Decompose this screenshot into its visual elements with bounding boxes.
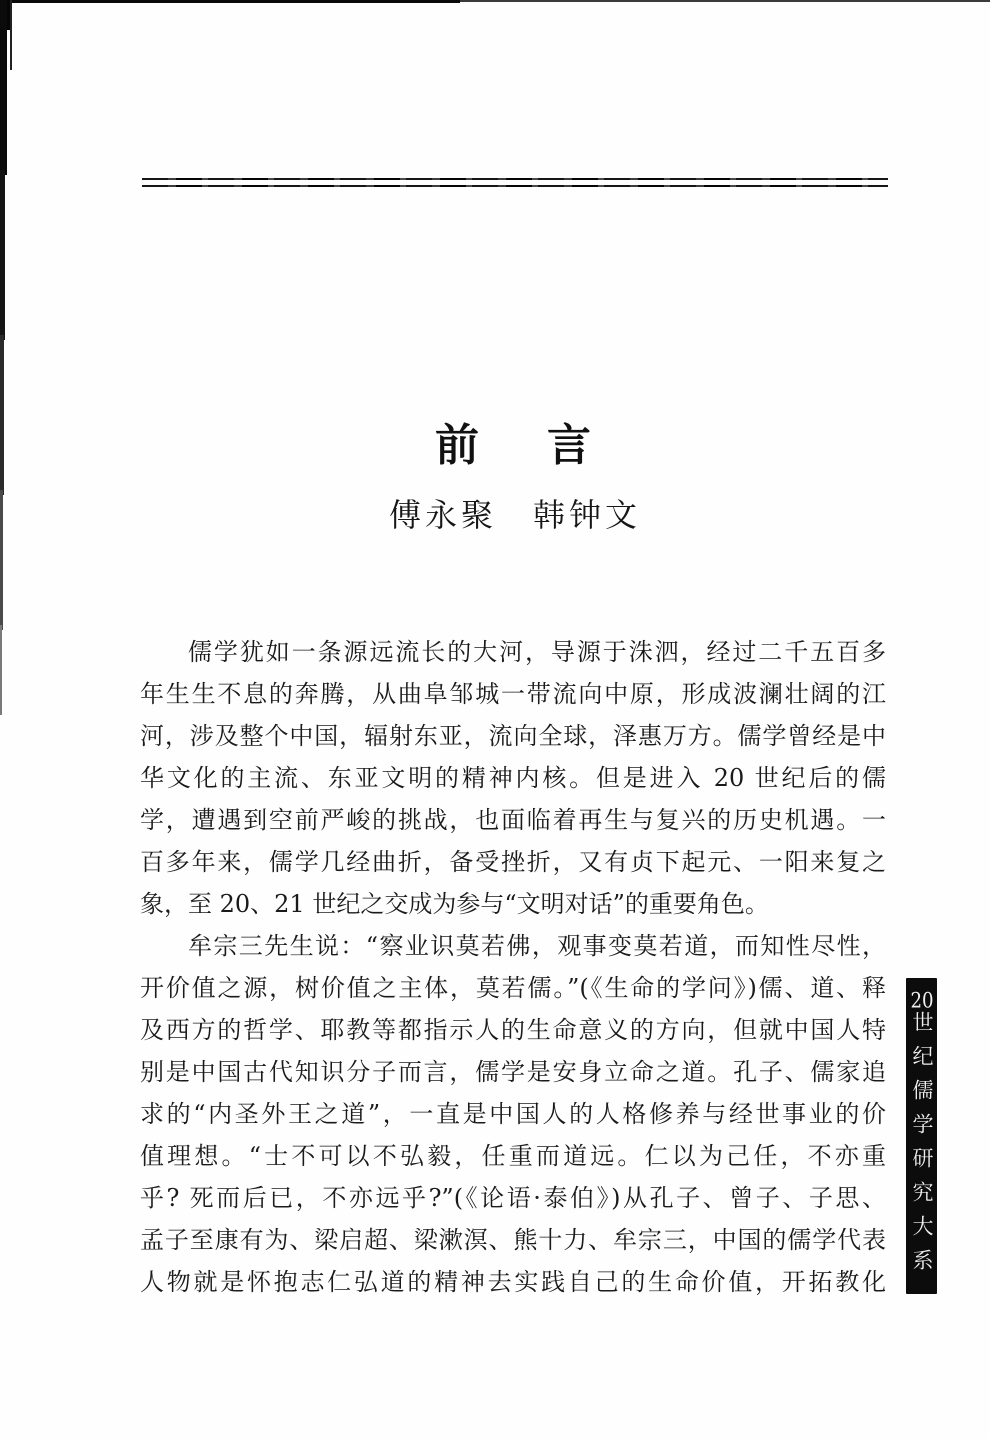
body-line: 河，涉及整个中国，辐射东亚，流向全球，泽惠万方。儒学曾经是中 <box>140 722 886 750</box>
body-text-block <box>140 631 886 1303</box>
scan-artifact-left-edge <box>0 490 3 630</box>
body-line: 百多年来，儒学几经曲折，备受挫折，又有贞下起元、一阳来复之 <box>140 848 886 876</box>
body-line: 儒学犹如一条源远流长的大河，导源于洙泗，经过二千五百多 <box>188 638 886 666</box>
body-line: 华文化的主流、东亚文明的精神内核。但是进入 20 世纪后的儒 <box>140 764 886 792</box>
page-title: 前 言 <box>435 420 603 471</box>
body-line: 学，遭遇到空前严峻的挑战，也面临着再生与复兴的历史机遇。一 <box>140 806 886 834</box>
body-line: 牟宗三先生说：“察业识莫若佛，观事变莫若道，而知性尽性， <box>188 932 886 960</box>
series-title-band <box>906 978 937 1294</box>
body-line: 别是中国古代知识分子而言，儒学是安身立命之道。孔子、儒家追 <box>140 1058 886 1086</box>
body-line: 开价值之源，树价值之主体，莫若儒。”(《生命的学问》)儒、道、释 <box>140 974 886 1002</box>
author-names: 傅永聚 韩钟文 <box>388 496 641 534</box>
body-line: 象，至 20、21 世纪之交成为参与“文明对话”的重要角色。 <box>140 890 769 918</box>
scan-artifact-left-edge <box>0 0 7 175</box>
scan-artifact-left-edge <box>0 170 5 340</box>
body-line: 年生生不息的奔腾，从曲阜邹城一带流向中原，形成波澜壮阔的江 <box>140 680 886 708</box>
scan-artifact-top-edge-dark <box>0 0 460 3</box>
scan-artifact-left-edge <box>0 625 2 715</box>
series-title-characters: 世纪儒学研究大系 <box>910 1010 934 1283</box>
scan-artifact-left-edge <box>0 335 4 495</box>
series-title-vertical-text <box>906 990 937 1283</box>
header-double-rule-bottom <box>142 185 888 187</box>
header-double-rule-top <box>142 178 888 180</box>
body-line: 值理想。“士不可以不弘毅，任重而道远。仁以为己任，不亦重 <box>140 1142 886 1170</box>
body-line: 人物就是怀抱志仁弘道的精神去实践自己的生命价值，开拓教化 <box>140 1268 886 1296</box>
body-line: 求的“内圣外王之道”，一直是中国人的人格修养与经世事业的价 <box>140 1100 886 1128</box>
body-line: 乎? 死而后已，不亦远乎?”(《论语·泰伯》)从孔子、曾子、子思、 <box>140 1184 886 1212</box>
scan-artifact-left-edge <box>10 0 12 70</box>
body-line: 孟子至康有为、梁启超、梁漱溟、熊十力、牟宗三，中国的儒学代表 <box>140 1226 886 1254</box>
series-volume-number: 20 <box>910 989 934 1011</box>
body-line: 及西方的哲学、耶教等都指示人的生命意义的方向，但就中国人特 <box>140 1016 886 1044</box>
